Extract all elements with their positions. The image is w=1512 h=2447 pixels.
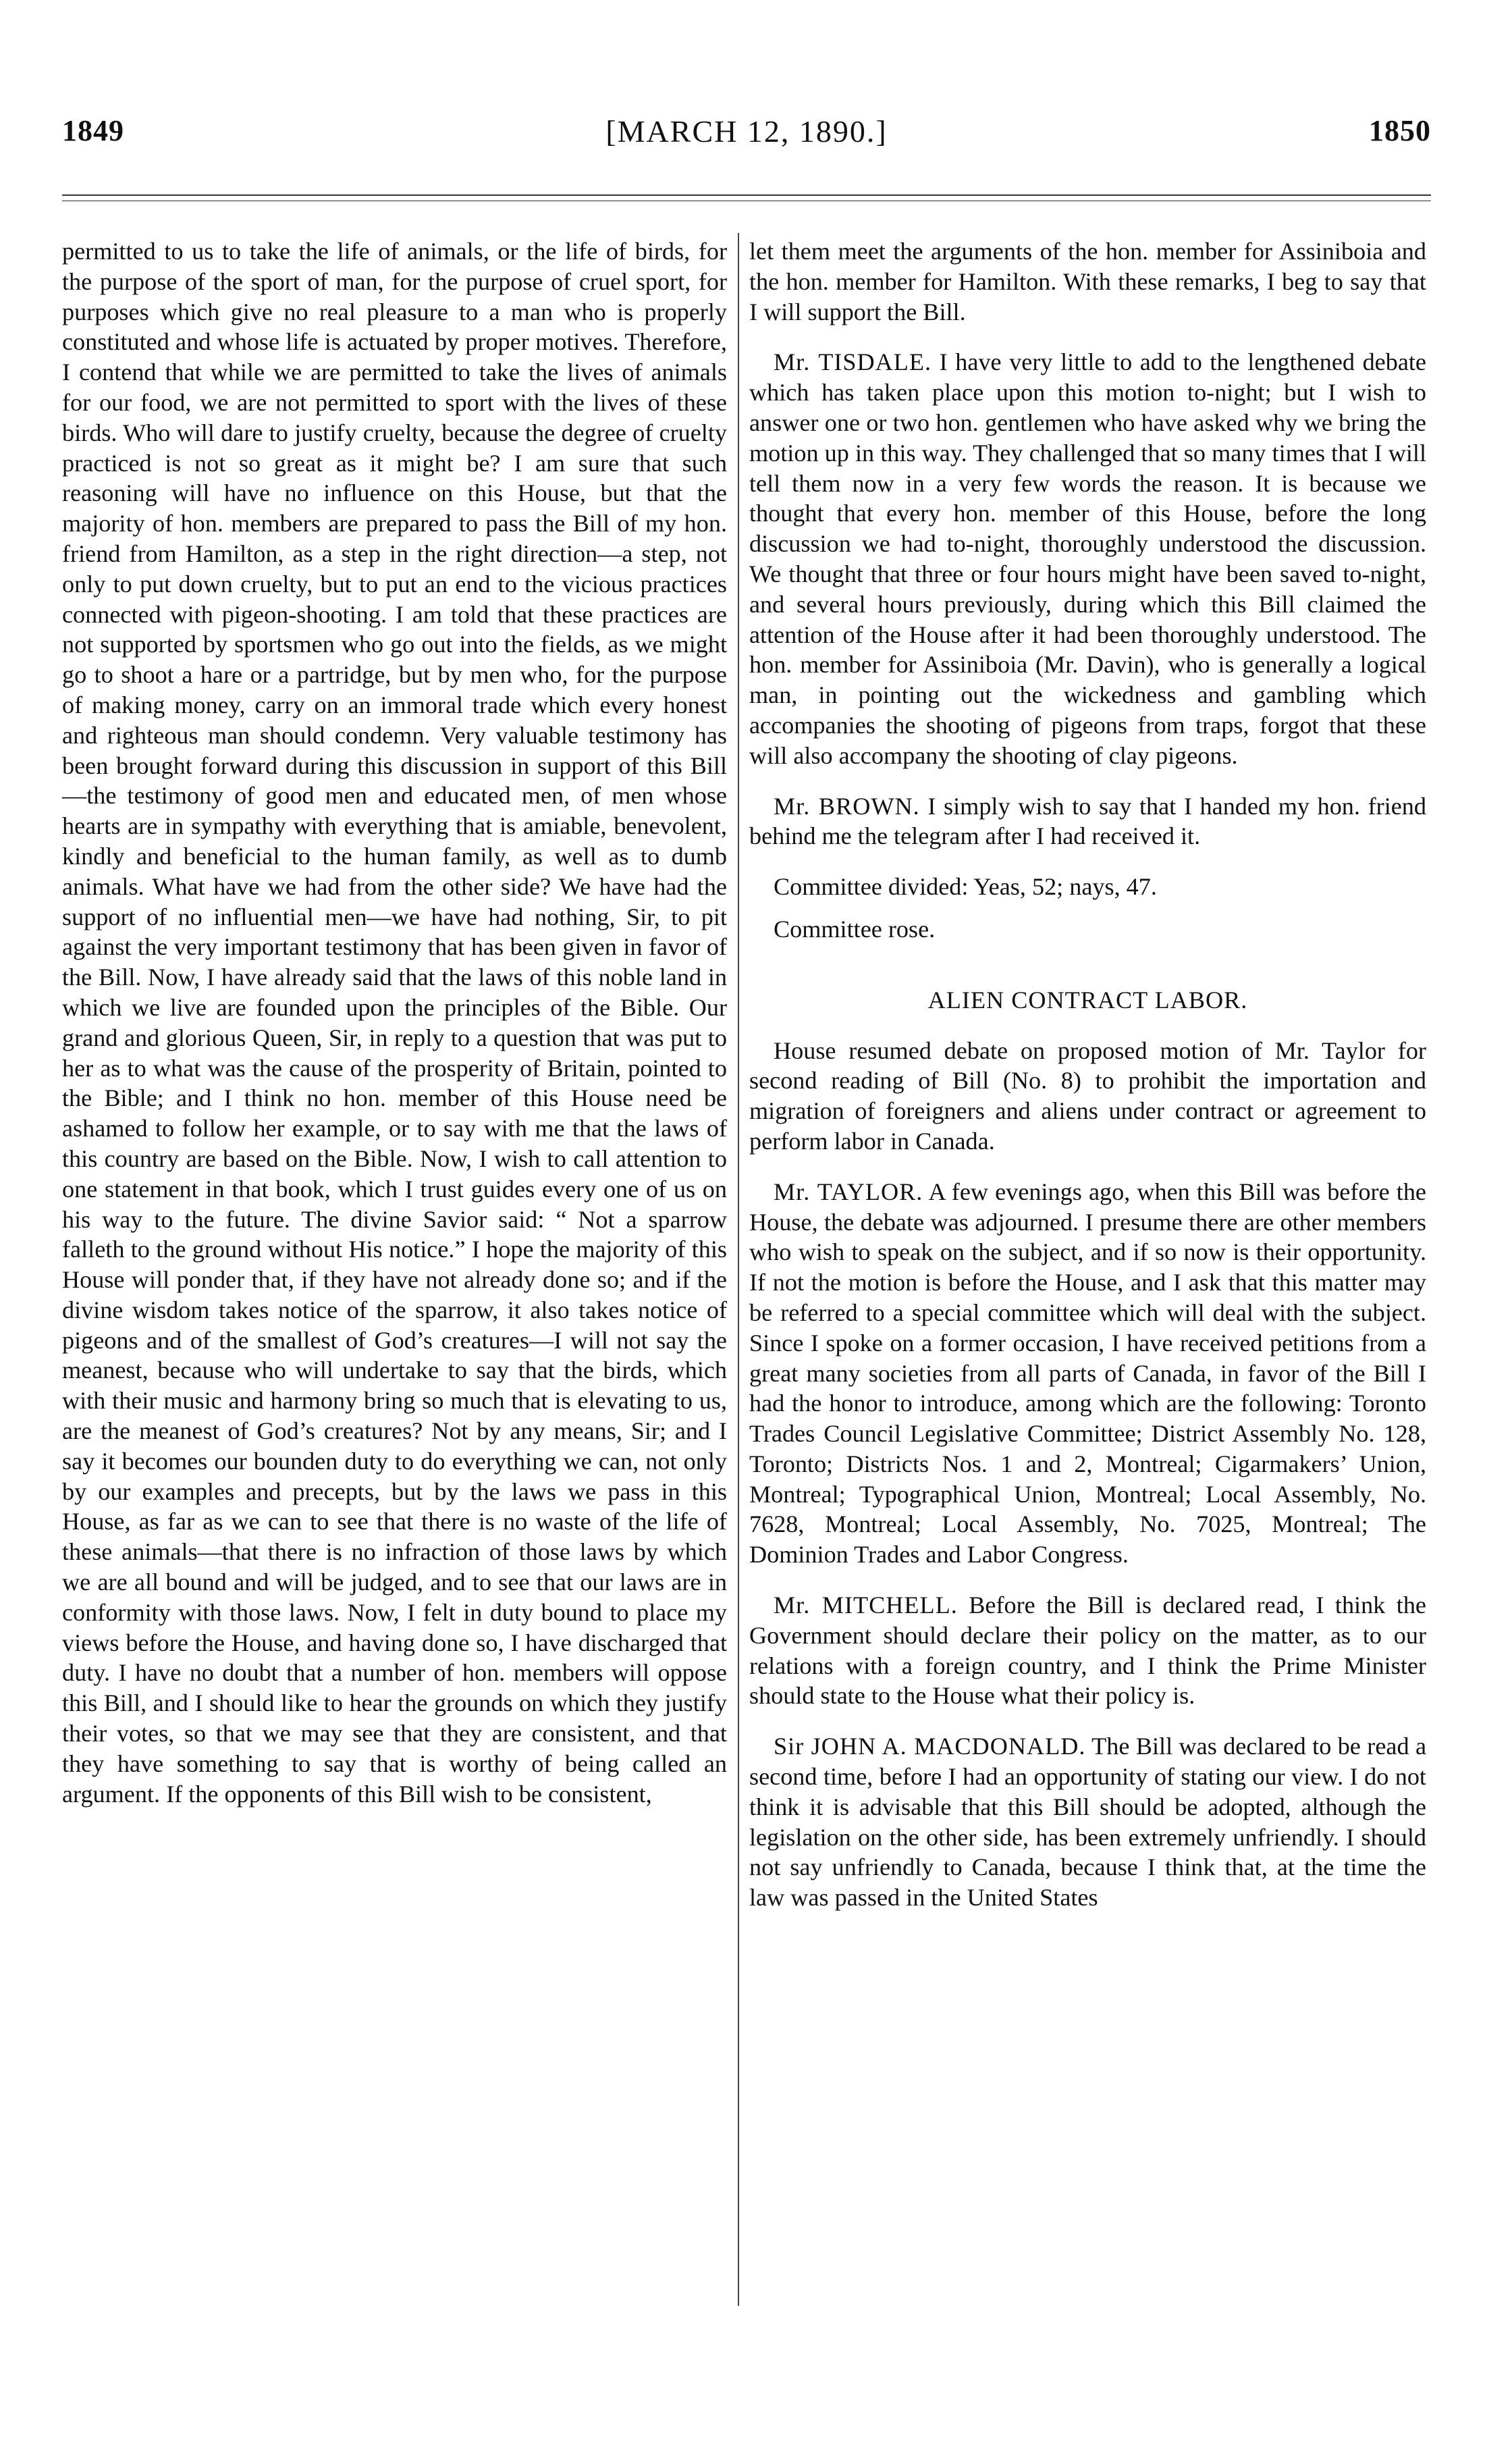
house-resumed-debate: House resumed debate on proposed motion of Mr. Taylor for second reading of Bill (No. 8) to prohibit the importation and migration of foreigners and aliens under contract or agreement to perform labor in Canada. — [749, 1036, 1426, 1155]
macdonald-speech — [749, 1731, 1426, 1913]
continued-paragraph: let them meet the arguments of the hon. member for Assiniboia and the hon. member for Hamilton. With these remarks, I beg to say that I will support the Bill. — [749, 238, 1426, 325]
page-header — [62, 113, 1431, 161]
speech-text: I have very little to add to the lengthened debate which has taken place upon this motion to-night; but I wish to answer one or two hon. gentlemen who have asked why we bring the motion up in this way. They challenged that so many times that I will tell them now in a very few words the reason. It is because we thought that every hon. member of this House, before the long discussion we had to-night, thoroughly understood the discussion. We thought that three or four hours might have been saved to-night, and several hours previously, during which this Bill claimed the attention of the House after it had been thoroughly understood. The hon. member for Assiniboia (Mr. Davin), who is generally a logical man, in pointing out the wickedness and gambling which accompanies the shooting of pigeons from traps, forgot that these will also accompany the shooting of clay pigeons. — [749, 348, 1426, 769]
speaker-name: Mr. MITCHELL. — [774, 1591, 958, 1619]
speaker-name: Mr. TAYLOR. — [774, 1178, 923, 1205]
committee-rose: Committee rose. — [774, 915, 936, 943]
tisdale-speech — [749, 347, 1426, 770]
right-page-number: 1850 — [1369, 114, 1431, 147]
speaker-name: Mr. BROWN. — [774, 792, 920, 820]
speech-text: I simply wish to say that I handed my hon. friend behind me the telegram after I had received it. — [749, 792, 1426, 850]
left-column-paragraph: permitted to us to take the life of animals, or the life of birds, for the purpose of the sport of man, for the purpose of cruel sport, for purposes which give no real pleasure to a man who is properly constituted and whose life is actuated by proper motives. Therefore, I contend that while we are permitted to take the lives of animals for our food, we are not permitted to sport with the lives of these birds. Who will dare to justify cruelty, because the degree of cruelty practiced is not so great as it might be? I am sure that such reasoning will have no influence on this House, but that the majority of hon. members are prepared to pass the Bill of my hon. friend from Hamilton, as a step in the right direction—a step, not only to put down cruelty, but to put an end to the vicious practices connected with pigeon-shooting. I am told that these practices are not supported by sportsmen who go out into the fields, as we might go to shoot a hare or a partridge, but by men who, for the purpose of making money, carry on an immoral trade which every honest and righteous man should condemn. Very valuable testimony has been brought forward during this discussion in support of this Bill—the testimony of good men and educated men, of men whose hearts are in sympathy with everything that is amiable, benevolent, kindly and beneficial to the human family, as well as to dumb animals. What have we had from the other side? We have had the support of no influential men—we have had nothing, Sir, to pit against the very important testimony that has been given in favor of the Bill. Now, I have already said that the laws of this noble land in which we live are founded upon the principles of the Bible. Our grand and glorious Queen, Sir, in reply to a question that was put to her as to what was the cause of the prosperity of Britain, pointed to the Bible; and I think no hon. member of this House need be ashamed to follow her example, or to say with me that the laws of this country are based on the Bible. Now, I wish to call attention to one statement in that book, which I trust guides every one of us on his way to the future. The divine Savior said: “ Not a sparrow falleth to the ground without His notice.” I hope the majority of this House will ponder that, if they have not already done so; and if the divine wisdom takes notice of the sparrow, it also takes notice of pigeons and of the smallest of God’s creatures—I will not say the meanest, because who will undertake to say that the birds, which with their music and harmony bring so much that is elevating to us, are the meanest of God’s creatures? Not by any means, Sir; and I say it becomes our bounden duty to do everything we can, not only by our examples and precepts, but by the laws we pass in this House, as far as we can to see that there is no waste of the life of these animals—that there is no infraction of those laws by which we are all bound and will be judged, and to see that our laws are in conformity with those laws. Now, I felt in duty bound to place my views before the House, and having done so, I have discharged that duty. I have no doubt that a number of hon. members will oppose this Bill, and I should like to hear the grounds on which they justify their votes, so that we may see that they are consistent, and that they have something to say that is worthy of being called an argument. If the opponents of this Bill wish to be consistent, — [62, 238, 727, 1808]
mitchell-speech — [749, 1590, 1426, 1711]
committee-division: Committee divided: Yeas, 52; nays, 47. — [774, 873, 1157, 901]
right-column — [749, 236, 1426, 1920]
column-divider — [738, 233, 739, 2306]
left-page-number: 1849 — [62, 114, 124, 147]
taylor-speech — [749, 1177, 1426, 1570]
section-heading: ALIEN CONTRACT LABOR. — [927, 986, 1248, 1014]
header-date: [MARCH 12, 1890.] — [605, 114, 888, 149]
left-column — [62, 236, 727, 1816]
speaker-name: Mr. TISDALE. — [774, 348, 932, 376]
speech-text: The Bill was declared to be read a second time, before I had an opportunity of stating our view. I do not think it is advisable that this Bill should be adopted, although the legislation on the other side, has been extremely unfriendly. I should not say unfriendly to Canada, because I think that, at the time the law was passed in the United States — [749, 1733, 1426, 1912]
speech-text: A few evenings ago, when this Bill was before the House, the debate was adjourned. I presume there are other members who wish to speak on the subject, and if so now is their opportunity. If not the motion is before the House, and I ask that this matter may be referred to a special committee which will deal with the subject. Since I spoke on a former occasion, I have received petitions from a great many societies from all parts of Canada, in favor of the Bill I had the honor to introduce, among which are the following: Toronto Trades Council Legislative Committee; District Assembly No. 128, Toronto; Districts Nos. 1 and 2, Montreal; Cigarmakers’ Union, Montreal; Typographical Union, Montreal; Local Assembly, No. 7628, Montreal; Local Assembly, No. 7025, Montreal; The Dominion Trades and Labor Congress. — [749, 1178, 1426, 1569]
speaker-name: Sir JOHN A. MACDONALD. — [774, 1733, 1086, 1760]
speech-text: Before the Bill is declared read, I think the Government should declare their policy on the matter, as to our relations with a foreign country, and I think the Prime Minister should state to the House what their policy is. — [749, 1591, 1426, 1710]
header-rule-top — [62, 194, 1431, 196]
brown-speech — [749, 791, 1426, 852]
